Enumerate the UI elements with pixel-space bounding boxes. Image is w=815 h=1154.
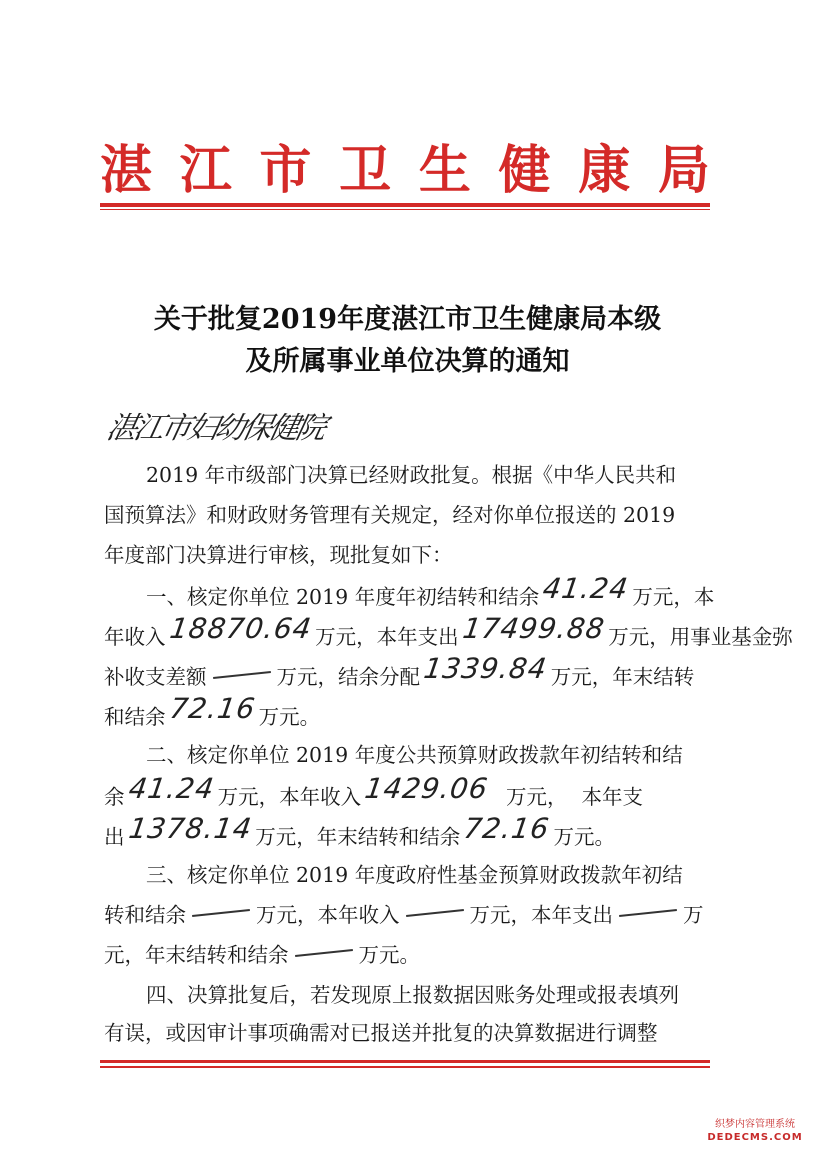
handwritten-value: 1378.14 <box>126 812 254 845</box>
masthead-char: 湛 <box>100 141 153 201</box>
body-text: 和结余 <box>104 705 166 729</box>
handwritten-value: 72.16 <box>167 692 258 725</box>
doc-title-line-2: 及所属事业单位决算的通知 <box>245 346 570 377</box>
body-line <box>104 738 710 772</box>
body-text: 万 <box>683 903 704 927</box>
body-line <box>104 498 710 532</box>
body-text: 万元，年末结转 <box>550 665 695 689</box>
body-text: 万元，年末结转和结余 <box>255 825 461 849</box>
body-text: 补收支差额 <box>104 665 207 689</box>
body-text: 万元。 <box>358 943 420 967</box>
handwritten-recipient: 湛江市妇幼保健院 <box>103 411 327 446</box>
body-text: 年收入 <box>104 625 166 649</box>
body-text: 余 <box>104 785 125 809</box>
handwritten-value: 17499.88 <box>460 612 607 645</box>
body-line <box>104 898 710 932</box>
handwritten-value: 41.24 <box>540 572 631 605</box>
body-text: 万元，结余分配 <box>276 665 420 689</box>
body-line <box>104 612 793 652</box>
body-text: 二、核定你单位 2019 年度公共预算财政拨款年初结转和结 <box>146 743 683 767</box>
body-text: 万元，本年支出 <box>469 903 613 927</box>
body-text: 万元，本年收入 <box>217 785 362 809</box>
handwritten-dash <box>619 909 677 917</box>
body-text: 转和结余 <box>104 903 186 927</box>
body-line <box>104 938 710 972</box>
handwritten-value: 41.24 <box>126 772 217 805</box>
handwritten-dash <box>192 909 250 917</box>
body-line <box>104 652 710 692</box>
body-line <box>104 692 710 732</box>
body-text: 万元，本年收入 <box>256 903 400 927</box>
body-text: 本年支 <box>581 785 643 809</box>
footer-rule-thick <box>100 1066 710 1068</box>
body-text: 元，年末结转和结余 <box>104 943 289 967</box>
watermark-line-2: DEDECMS.COM <box>707 1132 803 1143</box>
masthead <box>100 140 710 202</box>
body-line <box>104 458 710 492</box>
masthead-rule-thin <box>100 209 710 210</box>
handwritten-dash <box>295 949 353 957</box>
body-text: 四、决算批复后，若发现原上报数据因账务处理或报表填列 <box>146 983 679 1007</box>
body-text: 出 <box>104 825 125 849</box>
masthead-char: 康 <box>578 141 631 201</box>
body-line <box>104 772 710 812</box>
body-text: 万元， <box>505 785 568 809</box>
handwritten-value: 1339.84 <box>421 652 550 685</box>
body-text: 万元。 <box>553 825 615 849</box>
body-text: 万元。 <box>258 705 321 729</box>
body-line <box>104 812 710 852</box>
body-line <box>104 572 715 612</box>
masthead-char: 局 <box>657 141 710 201</box>
body-line <box>104 538 710 572</box>
masthead-char: 卫 <box>339 141 392 201</box>
body-text: 一、核定你单位 2019 年度年初结转和结余 <box>146 585 540 609</box>
body-text: 万元，本 <box>632 585 715 609</box>
body-line <box>104 1016 710 1050</box>
body-text: 国预算法》和财政财务管理有关规定，经对你单位报送的 2019 <box>104 503 676 527</box>
body-text: 年度部门决算进行审核，现批复如下： <box>104 543 453 567</box>
masthead-char: 市 <box>259 141 312 201</box>
body-text: 有误，或因审计事项确需对已报送并批复的决算数据进行调整 <box>104 1021 658 1045</box>
masthead-char: 江 <box>179 141 232 201</box>
watermark-line-1: 织梦内容管理系统 <box>715 1119 795 1130</box>
masthead-char: 健 <box>498 141 551 201</box>
doc-title-line-1: 关于批复2019年度湛江市卫生健康局本级 <box>153 304 662 335</box>
handwritten-value: 72.16 <box>462 812 552 845</box>
masthead-rule-thick <box>100 203 710 207</box>
body-text: 2019 年市级部门决算已经财政批复。根据《中华人民共和 <box>146 463 677 487</box>
handwritten-value: 1429.06 <box>362 772 491 805</box>
handwritten-value: 18870.64 <box>167 612 314 645</box>
site-watermark <box>700 1118 810 1144</box>
body-line <box>104 858 710 892</box>
body-text: 万元，本年支出 <box>315 625 459 649</box>
handwritten-dash <box>213 671 271 679</box>
body-text: 万元，用事业基金弥 <box>608 625 793 649</box>
body-text: 三、核定你单位 2019 年度政府性基金预算财政拨款年初结 <box>146 863 683 887</box>
masthead-char: 生 <box>418 141 471 201</box>
footer-rule-thin <box>100 1060 710 1063</box>
body-line <box>104 978 710 1012</box>
handwritten-dash <box>406 909 464 917</box>
